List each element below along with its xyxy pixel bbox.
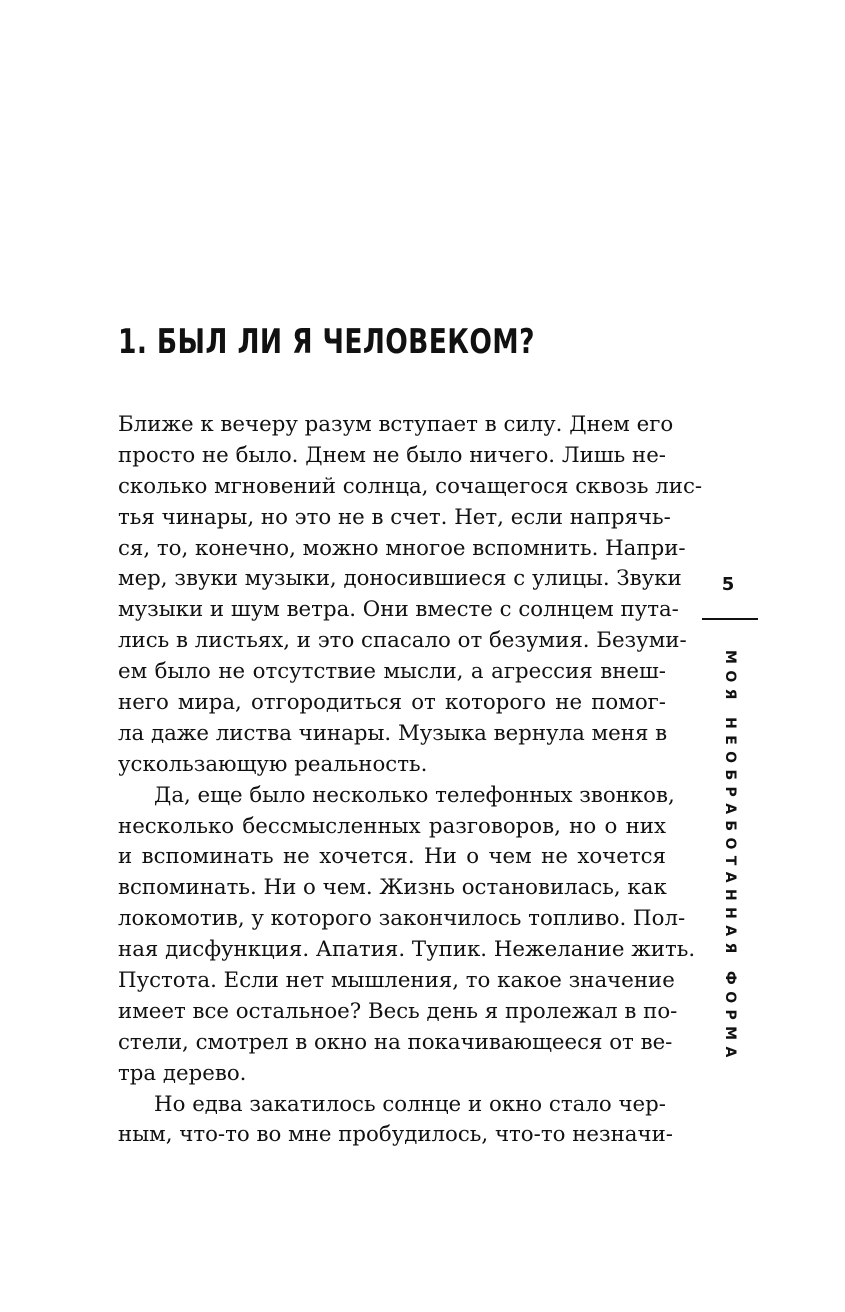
text-line: Да, еще было несколько телефонных звонков, (154, 782, 675, 808)
text-line: сколько мгновений солнца, сочащегося сквозь лис- (118, 473, 703, 499)
text-line: несколько бессмысленных разговоров, но о них (118, 813, 666, 839)
text-line: стели, смотрел в окно на покачивающееся от ве- (118, 1029, 673, 1055)
text-line: вспоминать. Ни о чем. Жизнь остановилась, как (118, 875, 667, 901)
text-line: лись в листьях, и это спасало от безумия. Безуми- (118, 628, 687, 654)
text-line: ным, что-то во мне пробудилось, что-то незначи- (118, 1122, 673, 1148)
text-line: ся, то, конечно, можно многое вспомнить. Напри- (118, 535, 686, 561)
text-line: ускользающую реальность. (118, 751, 428, 777)
text-line: ная дисфункция. Апатия. Тупик. Нежелание жить. (118, 937, 696, 963)
text-line: имеет все остальное? Весь день я пролежал в по- (118, 998, 678, 1024)
text-line: него мира, отгородиться от которого не помог- (118, 690, 666, 716)
text-line: мер, звуки музыки, доносившиеся с улицы. Звуки (118, 566, 682, 592)
text-line: тья чинары, но это не в счет. Нет, если напрячь- (118, 504, 671, 530)
text-line: ем было не отсутствие мысли, а агрессия внеш- (118, 659, 666, 685)
body-text (118, 410, 703, 1151)
text-line: музыки и шум ветра. Они вместе с солнцем пута- (118, 597, 679, 623)
running-head: МОЯ НЕОБРАБОТАННАЯ ФОРМА (722, 650, 738, 1064)
page-number: 5 (721, 574, 735, 595)
text-line: локомотив, у которого закончилось топливо. Пол- (118, 906, 686, 932)
text-line: тра дерево. (118, 1060, 247, 1086)
sidebar-divider (702, 618, 758, 620)
text-line: Ближе к вечеру разум вступает в силу. Днем его (118, 412, 674, 437)
text-line: ла даже листва чинары. Музыка вернула меня в (118, 720, 668, 746)
text-line: Но едва закатилось солнце и окно стало чер- (154, 1091, 666, 1117)
text-line: просто не было. Днем не было ничего. Лишь не- (118, 442, 666, 468)
text-line: Пустота. Если нет мышления, то какое значение (118, 968, 675, 994)
text-line: и вспоминать не хочется. Ни о чем не хочется (118, 844, 666, 870)
chapter-title: 1. БЫЛ ЛИ Я ЧЕЛОВЕКОМ? (118, 322, 535, 362)
